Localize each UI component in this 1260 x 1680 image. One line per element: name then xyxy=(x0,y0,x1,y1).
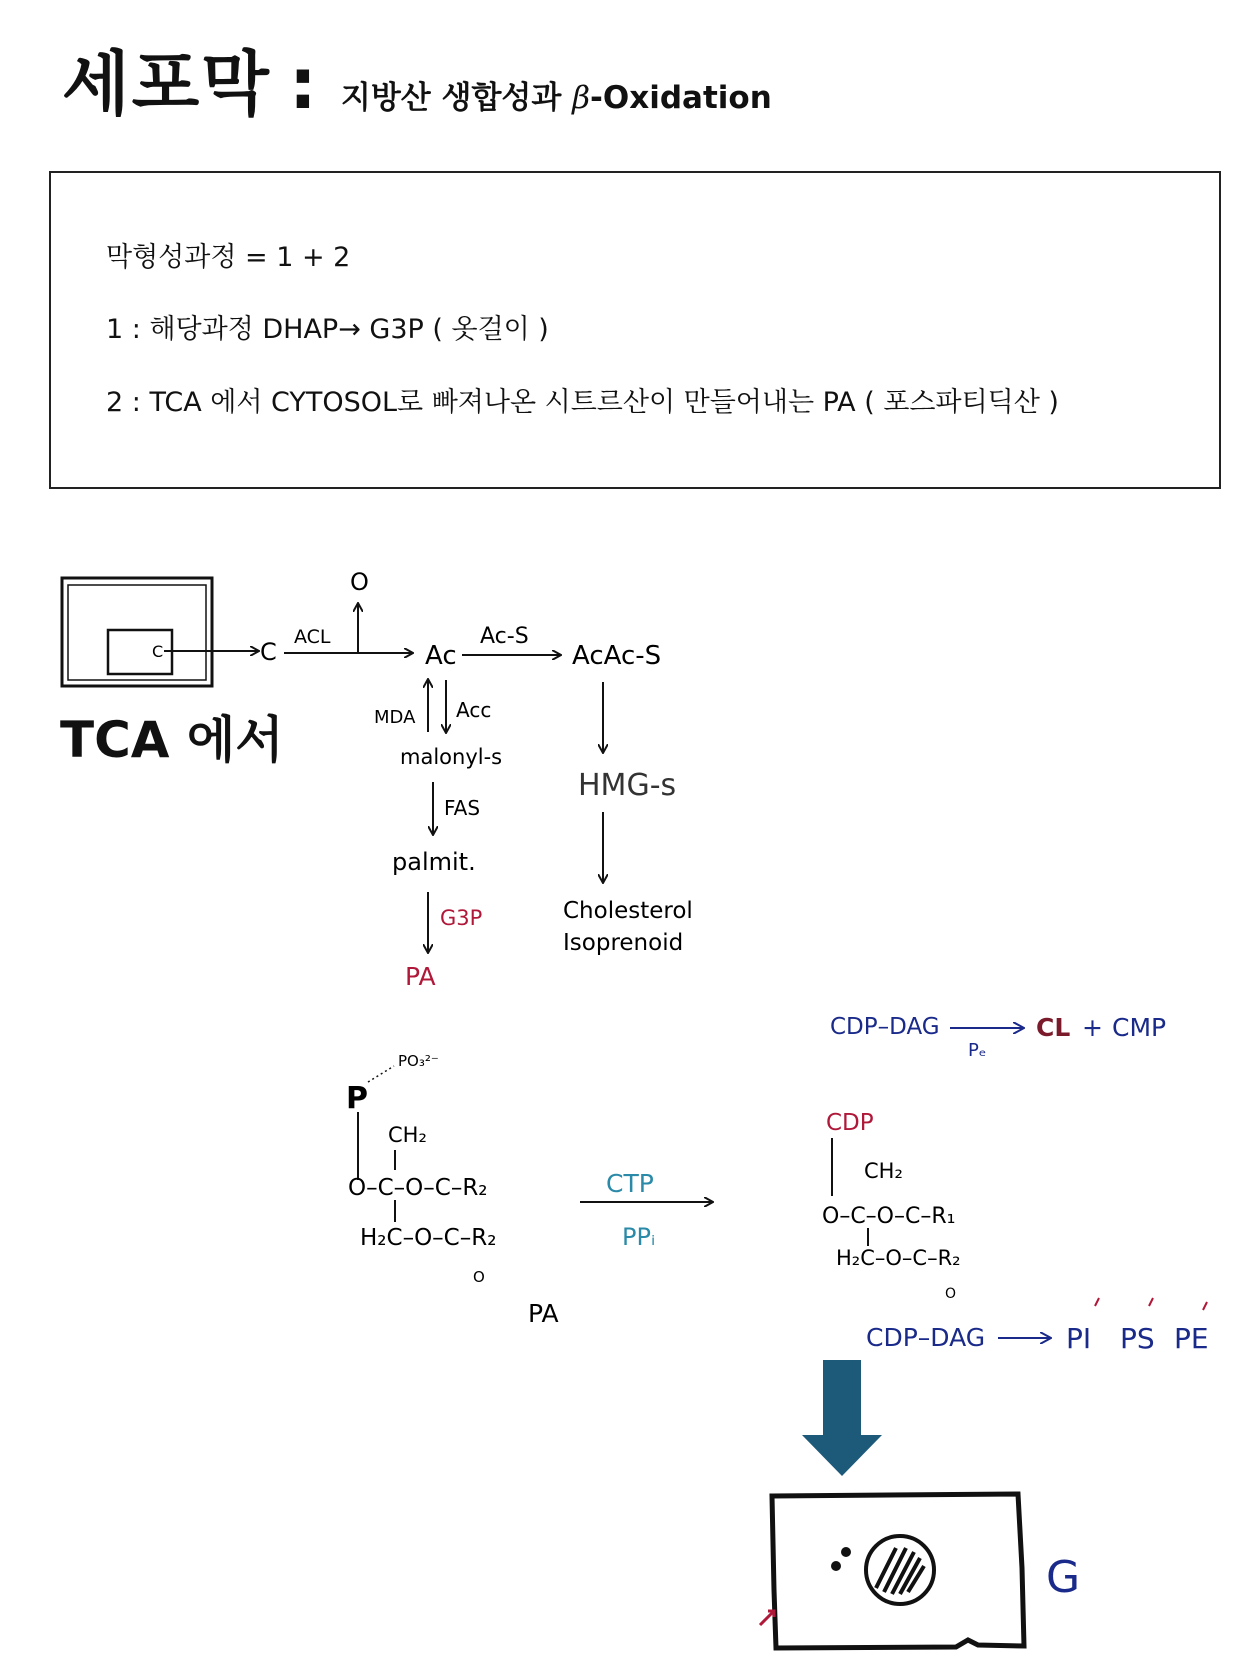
pa-structure xyxy=(346,1052,559,1328)
pa-row2: H₂C–O–C–R₂ xyxy=(360,1225,497,1251)
mito-citrate: C xyxy=(152,642,164,661)
cl-enzyme-label: Pₑ xyxy=(968,1040,987,1061)
mito-outer xyxy=(62,578,212,686)
palmit-label: palmit. xyxy=(392,848,476,876)
acetyl-label: Ac xyxy=(425,641,457,671)
pa-structure-label: PA xyxy=(528,1299,559,1328)
cell-sketch xyxy=(760,1494,1080,1648)
cl-plus: + xyxy=(1082,1013,1103,1042)
summary-line-1: 막형성과정 = 1 + 2 xyxy=(106,242,351,273)
title-colon: : xyxy=(288,43,317,125)
cdp-ch2: CH₂ xyxy=(864,1159,903,1183)
cmp-label: CMP xyxy=(1112,1013,1167,1042)
subtitle-beta: β xyxy=(572,80,591,116)
golgi-label: G xyxy=(1046,1552,1081,1603)
ps-label: PS xyxy=(1120,1322,1155,1355)
cdp-dag-pi-label: CDP–DAG xyxy=(866,1323,986,1352)
tca-label: TCA 에서 xyxy=(60,711,284,769)
nucleus-hatch xyxy=(876,1548,924,1594)
pa-row1: O–C–O–C–R₂ xyxy=(348,1175,488,1201)
cholesterol-label: Cholesterol xyxy=(563,898,693,924)
summary-line-3: 2 : TCA 에서 CYTOSOL로 빠져나온 시트르산이 만들어내는 PA ( 포스파티딕산 ) xyxy=(106,387,1059,418)
acac-s-label: AcAc-S xyxy=(572,641,662,671)
acl-label: ACL xyxy=(294,626,331,648)
cdp-dag-structure xyxy=(822,1110,961,1302)
pi-label: PI xyxy=(1066,1322,1092,1355)
hmg-label: HMG-s xyxy=(578,768,677,803)
g3p-label: G3P xyxy=(440,906,483,930)
ppi-label: PPᵢ xyxy=(622,1223,656,1251)
subtitle-prefix: 지방산 생합성과 xyxy=(340,80,573,116)
summary-line-2: 1 : 해당과정 DHAP→ G3P ( 옷걸이 ) xyxy=(106,314,549,345)
cdp-dag-cl-label: CDP–DAG xyxy=(830,1014,940,1040)
title-main: 세포막 xyxy=(62,43,271,125)
cyto-citrate: C xyxy=(260,638,277,666)
mitochondria-sketch xyxy=(62,578,258,686)
oaa-label: O xyxy=(350,568,369,596)
pa-phosphate-p: P xyxy=(346,1081,368,1116)
cell-outline xyxy=(772,1494,1024,1648)
mito-outer-inner xyxy=(68,585,206,680)
acc-label: Acc xyxy=(456,698,492,722)
pa-ch2: CH₂ xyxy=(388,1123,427,1147)
pa-carbonyl-o: O xyxy=(473,1268,485,1286)
dot-icon xyxy=(831,1561,841,1571)
down-arrow-icon xyxy=(802,1360,882,1476)
ctp-label: CTP xyxy=(606,1169,654,1198)
po3-dotted-line xyxy=(368,1066,394,1082)
cdp-row1: O–C–O–C–R₁ xyxy=(822,1204,956,1229)
pa-red-label: PA xyxy=(405,962,436,991)
subtitle-suffix: -Oxidation xyxy=(590,80,772,116)
cdp-row2: H₂C–O–C–R₂ xyxy=(836,1246,961,1270)
cl-label: CL xyxy=(1036,1013,1071,1042)
po3-label: PO₃²⁻ xyxy=(398,1052,439,1070)
mda-label: MDA xyxy=(374,707,416,728)
isoprenoid-label: Isoprenoid xyxy=(563,930,684,956)
pe-label: PE xyxy=(1174,1322,1209,1355)
red-arrow-icon xyxy=(760,1611,774,1625)
ac-s-label: Ac-S xyxy=(480,624,529,649)
malonyl-label: malonyl-s xyxy=(400,745,503,769)
cdp-carbonyl-o: O xyxy=(945,1286,957,1302)
product-tick-marks xyxy=(1095,1298,1207,1310)
dot-icon xyxy=(841,1547,851,1557)
fas-label: FAS xyxy=(444,796,481,820)
cdp-label: CDP xyxy=(826,1110,874,1136)
